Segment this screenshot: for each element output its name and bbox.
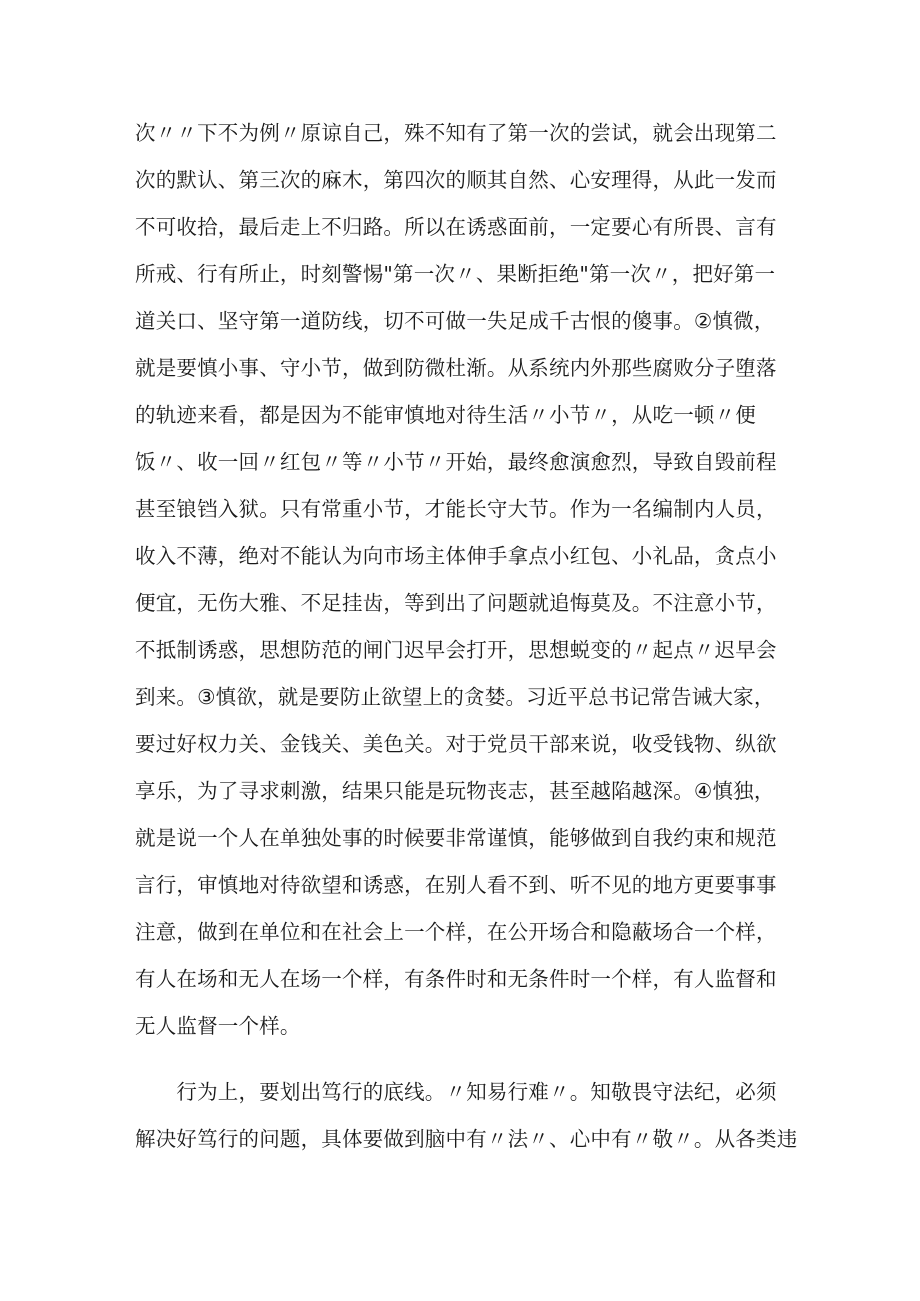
text-line: 不可收拾，最后走上不归路。所以在诱惑面前，一定要心有所畏、言有 [135,215,777,239]
text-line: 所戒、行有所止，时刻警惕"第一次〃、果断拒绝"第一次〃，把好第一 [135,262,776,286]
text-line: 享乐，为了寻求刺激，结果只能是玩物丧志，甚至越陷越深。④慎独， [135,779,775,803]
body-text [135,110,798,1163]
text-line: 不抵制诱惑，思想防范的闸门迟早会打开，思想蜕变的〃起点〃迟早会 [135,638,777,662]
paragraph-gap [135,1050,775,1069]
text-line: 要过好权力关、金钱关、美色关。对于党员干部来说，收受钱物、纵欲 [135,732,777,756]
text-line: 就是要慎小事、守小节，做到防微杜渐。从系统内外那些腐败分子堕落 [135,356,777,380]
text-line: 甚至锒铛入狱。只有常重小节，才能长守大节。作为一名编制内人员， [135,497,777,521]
text-line: 解决好笃行的问题，具体要做到脑中有〃法〃、心中有〃敬〃。从各类违 [135,1127,798,1151]
text-line: 行为上，要划出笃行的底线。〃知易行难〃。知敬畏守法纪，必须 [135,1080,777,1104]
text-line: 便宜，无伤大雅、不足挂齿，等到出了问题就追悔莫及。不注意小节， [135,591,777,615]
text-line: 收入不薄，绝对不能认为向市场主体伸手拿点小红包、小礼品，贪点小 [135,544,777,568]
text-line: 到来。③慎欲，就是要防止欲望上的贪婪。习近平总书记常告诫大家， [135,685,775,709]
text-line: 有人在场和无人在场一个样，有条件时和无条件时一个样，有人监督和 [135,967,777,991]
text-line: 注意，做到在单位和在社会上一个样，在公开场合和隐蔽场合一个样， [135,920,777,944]
text-line: 言行，审慎地对待欲望和诱惑，在别人看不到、听不见的地方更要事事 [135,873,777,897]
text-line: 就是说一个人在单独处事的时候要非常谨慎，能够做到自我约束和规范 [135,826,777,850]
text-line: 次〃〃下不为例〃原谅自己，殊不知有了第一次的尝试，就会出现第二 [135,121,777,145]
text-line: 的轨迹来看，都是因为不能审慎地对待生活〃小节〃，从吃一顿〃便 [135,403,756,427]
text-line: 无人监督一个样。 [135,1014,301,1038]
text-line: 饭〃、收一回〃红包〃等〃小节〃开始，最终愈演愈烈，导致自毁前程 [135,450,777,474]
text-line: 次的默认、第三次的麻木，第四次的顺其自然、心安理得，从此一发而 [135,168,777,192]
text-line: 道关口、坚守第一道防线，切不可做一失足成千古恨的傻事。②慎微， [135,309,775,333]
